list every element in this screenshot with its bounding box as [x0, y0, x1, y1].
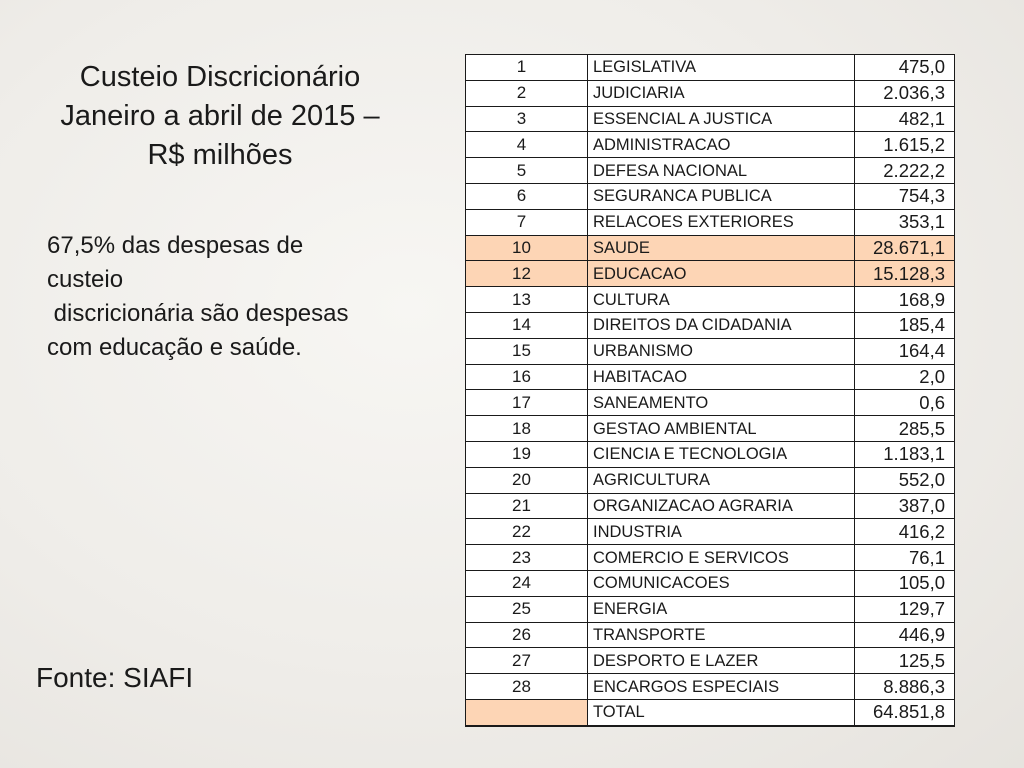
- function-name-cell: ENERGIA: [588, 596, 855, 622]
- expense-value-cell: 353,1: [855, 209, 955, 235]
- table-row: [466, 55, 955, 81]
- table-row: [466, 519, 955, 545]
- slide-title-line: Custeio Discricionário: [79, 61, 361, 93]
- function-name-cell: GESTAO AMBIENTAL: [588, 416, 855, 442]
- table-row: [466, 209, 955, 235]
- slide-title-line: R$ milhões: [147, 139, 293, 171]
- function-code-cell: 20: [466, 467, 588, 493]
- expense-value-cell: 1.615,2: [855, 132, 955, 158]
- function-name-cell: DEFESA NACIONAL: [588, 158, 855, 184]
- table-row: [466, 158, 955, 184]
- expense-value-cell: 125,5: [855, 648, 955, 674]
- expense-value-cell: 387,0: [855, 493, 955, 519]
- table-row: [466, 106, 955, 132]
- expense-value-cell: 164,4: [855, 338, 955, 364]
- function-code-cell: 27: [466, 648, 588, 674]
- function-code-cell: 24: [466, 570, 588, 596]
- expense-value-cell: 129,7: [855, 596, 955, 622]
- function-name-cell: ADMINISTRACAO: [588, 132, 855, 158]
- expense-value-cell: 482,1: [855, 106, 955, 132]
- function-name-cell: COMERCIO E SERVICOS: [588, 545, 855, 571]
- expense-value-cell: 2,0: [855, 364, 955, 390]
- function-name-cell: CULTURA: [588, 287, 855, 313]
- function-code-cell: 6: [466, 183, 588, 209]
- source-label: Fonte: SIAFI: [36, 662, 194, 693]
- function-name-cell: INDUSTRIA: [588, 519, 855, 545]
- function-code-cell: 16: [466, 364, 588, 390]
- function-code-cell: 4: [466, 132, 588, 158]
- expense-value-cell: 76,1: [855, 545, 955, 571]
- expense-value-cell: 285,5: [855, 416, 955, 442]
- function-name-cell: EDUCACAO: [588, 261, 855, 287]
- function-code-cell: 10: [466, 235, 588, 261]
- table-row: [466, 674, 955, 700]
- function-code-cell: 5: [466, 158, 588, 184]
- function-code-cell: 26: [466, 622, 588, 648]
- table-row: [466, 390, 955, 416]
- expense-value-cell: 2.222,2: [855, 158, 955, 184]
- table-row: [466, 235, 955, 261]
- function-code-cell: 25: [466, 596, 588, 622]
- table-row: [466, 183, 955, 209]
- function-code-cell: 14: [466, 312, 588, 338]
- function-code-cell: 28: [466, 674, 588, 700]
- function-code-cell: 13: [466, 287, 588, 313]
- function-name-cell: CIENCIA E TECNOLOGIA: [588, 441, 855, 467]
- slide-title-line: Janeiro a abril de 2015 –: [60, 100, 380, 132]
- table-row: [466, 287, 955, 313]
- function-name-cell: TRANSPORTE: [588, 622, 855, 648]
- table-row: [466, 570, 955, 596]
- total-value: 64.851,8: [855, 699, 955, 725]
- budget-table: [465, 54, 955, 727]
- table-row: [466, 493, 955, 519]
- function-name-cell: DIREITOS DA CIDADANIA: [588, 312, 855, 338]
- function-code-cell: 2: [466, 80, 588, 106]
- expense-value-cell: 28.671,1: [855, 235, 955, 261]
- expense-value-cell: 446,9: [855, 622, 955, 648]
- summary-note-line: custeio: [47, 266, 124, 293]
- function-name-cell: ORGANIZACAO AGRARIA: [588, 493, 855, 519]
- total-code-cell: [466, 699, 588, 725]
- table-row: [466, 596, 955, 622]
- function-code-cell: 7: [466, 209, 588, 235]
- expense-value-cell: 0,6: [855, 390, 955, 416]
- expense-value-cell: 1.183,1: [855, 441, 955, 467]
- function-name-cell: SAUDE: [588, 235, 855, 261]
- table-row: [466, 261, 955, 287]
- function-name-cell: SEGURANCA PUBLICA: [588, 183, 855, 209]
- table-row: [466, 338, 955, 364]
- table-row: [466, 441, 955, 467]
- table-row: [466, 467, 955, 493]
- expense-value-cell: 105,0: [855, 570, 955, 596]
- table-row: [466, 622, 955, 648]
- function-name-cell: JUDICIARIA: [588, 80, 855, 106]
- table-row: [466, 364, 955, 390]
- function-name-cell: RELACOES EXTERIORES: [588, 209, 855, 235]
- function-code-cell: 19: [466, 441, 588, 467]
- summary-note-line: discricionária são despesas: [47, 300, 349, 327]
- function-name-cell: URBANISMO: [588, 338, 855, 364]
- table-row: [466, 80, 955, 106]
- function-name-cell: AGRICULTURA: [588, 467, 855, 493]
- function-name-cell: HABITACAO: [588, 364, 855, 390]
- expense-value-cell: 168,9: [855, 287, 955, 313]
- function-code-cell: 18: [466, 416, 588, 442]
- summary-note-line: com educação e saúde.: [47, 334, 302, 361]
- function-code-cell: 15: [466, 338, 588, 364]
- function-code-cell: 1: [466, 55, 588, 81]
- table-row: [466, 545, 955, 571]
- expense-value-cell: 15.128,3: [855, 261, 955, 287]
- total-label: TOTAL: [588, 699, 855, 725]
- expense-value-cell: 2.036,3: [855, 80, 955, 106]
- summary-note-line: 67,5% das despesas de: [47, 232, 304, 259]
- expense-value-cell: 416,2: [855, 519, 955, 545]
- table-row: [466, 416, 955, 442]
- function-code-cell: 22: [466, 519, 588, 545]
- function-name-cell: COMUNICACOES: [588, 570, 855, 596]
- function-code-cell: 21: [466, 493, 588, 519]
- function-code-cell: 17: [466, 390, 588, 416]
- table-row: [466, 132, 955, 158]
- function-name-cell: DESPORTO E LAZER: [588, 648, 855, 674]
- function-code-cell: 3: [466, 106, 588, 132]
- function-name-cell: ESSENCIAL A JUSTICA: [588, 106, 855, 132]
- function-name-cell: ENCARGOS ESPECIAIS: [588, 674, 855, 700]
- function-name-cell: LEGISLATIVA: [588, 55, 855, 81]
- function-code-cell: 23: [466, 545, 588, 571]
- table-row: [466, 312, 955, 338]
- slide-title: [20, 58, 420, 175]
- expense-value-cell: 754,3: [855, 183, 955, 209]
- expense-value-cell: 8.886,3: [855, 674, 955, 700]
- total-row: [466, 699, 955, 725]
- expense-value-cell: 475,0: [855, 55, 955, 81]
- function-code-cell: 12: [466, 261, 588, 287]
- summary-note: [47, 229, 427, 365]
- expense-value-cell: 185,4: [855, 312, 955, 338]
- function-name-cell: SANEAMENTO: [588, 390, 855, 416]
- table-row: [466, 648, 955, 674]
- budget-table-body: [466, 55, 955, 726]
- expense-value-cell: 552,0: [855, 467, 955, 493]
